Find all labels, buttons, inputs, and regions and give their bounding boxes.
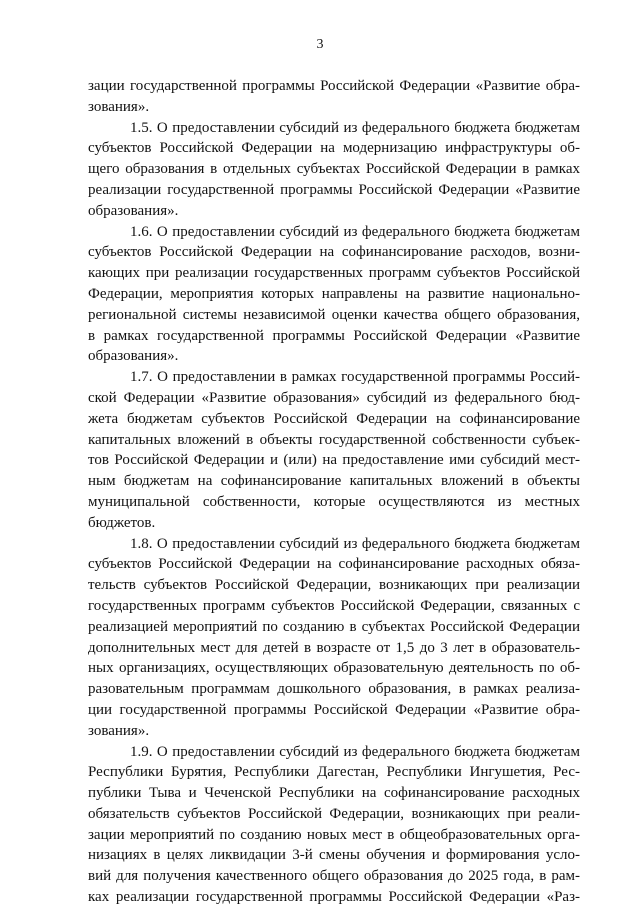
document-body [88,76,580,908]
text-line: разовательным программам дошкольного образования, в рамках реализа- [88,681,580,698]
text-line: 1.6. О предоставлении субсидий из федерального бюджета бюджетам [130,223,580,240]
text-line: образования». [88,348,179,365]
text-line: 1.8. О предоставлении субсидий из федерального бюджета бюджетам [130,535,580,552]
text-line: обязательств субъектов Российской Федерации, возникающих при реали- [88,805,580,822]
text-line: субъектов Российской Федерации на софинансирование расходов, возни- [88,244,580,261]
text-line: ции государственной программы Российской Федерации «Развитие обра- [88,701,580,718]
text-line: зования». [88,98,150,115]
text-line: образования». [88,202,179,219]
text-line: муниципальной собственности, которые осуществляются из местных [88,493,580,510]
text-line: 1.9. О предоставлении субсидий из федерального бюджета бюджетам [130,743,580,760]
text-line: в рамках государственной программы Российской Федерации «Развитие [88,327,580,344]
text-line: ской Федерации «Развитие образования» субсидий из федерального бюд- [88,389,580,406]
text-line: бюджетов. [88,514,156,531]
text-line: тов Российской Федерации и (или) на предоставление ими субсидий мест- [88,452,580,469]
text-line: 1.7. О предоставлении в рамках государственной программы Россий- [130,369,580,386]
text-line: дополнительных мест для детей в возрасте от 1,5 до 3 лет в образователь- [88,639,580,656]
text-line: капитальных вложений в объекты государственной собственности субъек- [88,431,580,448]
text-line: кающих при реализации государственных программ субъектов Российской [88,265,580,282]
text-line: реализации государственной программы Российской Федерации «Развитие [88,181,580,198]
text-line: ках реализации государственной программы Российской Федерации «Раз- [88,889,580,906]
text-line: 1.5. О предоставлении субсидий из федерального бюджета бюджетам [130,119,580,136]
text-line: ных организациях, осуществляющих образовательную деятельность по об- [88,660,580,677]
text-line: жета бюджетам субъектов Российской Федерации на софинансирование [88,410,580,427]
text-line: Федерации, мероприятия которых направлены на развитие национально- [88,285,580,302]
text-line: ным бюджетам на софинансирование капитальных вложений в объекты [88,473,580,490]
text-line: субъектов Российской Федерации на софинансирование расходных обяза- [88,556,580,573]
text-line: тельств субъектов Российской Федерации, возникающих при реализации [88,577,580,594]
text-line: региональной системы независимой оценки качества общего образования, [88,306,580,323]
text-line: реализацией мероприятий по созданию в субъектах Российской Федерации [88,618,580,635]
text-line: зации мероприятий по созданию новых мест в общеобразовательных орга- [88,826,580,843]
text-line: публики Тыва и Чеченской Республики на софинансирование расходных [88,785,580,802]
text-line: зования». [88,722,150,739]
text-line: вий для получения качественного общего образования до 2025 года, в рам- [88,868,580,885]
text-line: Республики Бурятия, Республики Дагестан, Республики Ингушетия, Рес- [88,764,580,781]
text-line: зации государственной программы Российской Федерации «Развитие обра- [88,78,580,94]
page-number: 3 [316,37,324,52]
text-line: щего образования в отдельных субъектах Российской Федерации в рамках [88,161,580,178]
text-line: государственных программ субъектов Российской Федерации, связанных с [88,597,580,614]
text-line: субъектов Российской Федерации на модернизацию инфраструктуры об- [88,140,580,157]
text-line: низациях в целях ликвидации 3-й смены обучения и формирования усло- [88,847,580,864]
